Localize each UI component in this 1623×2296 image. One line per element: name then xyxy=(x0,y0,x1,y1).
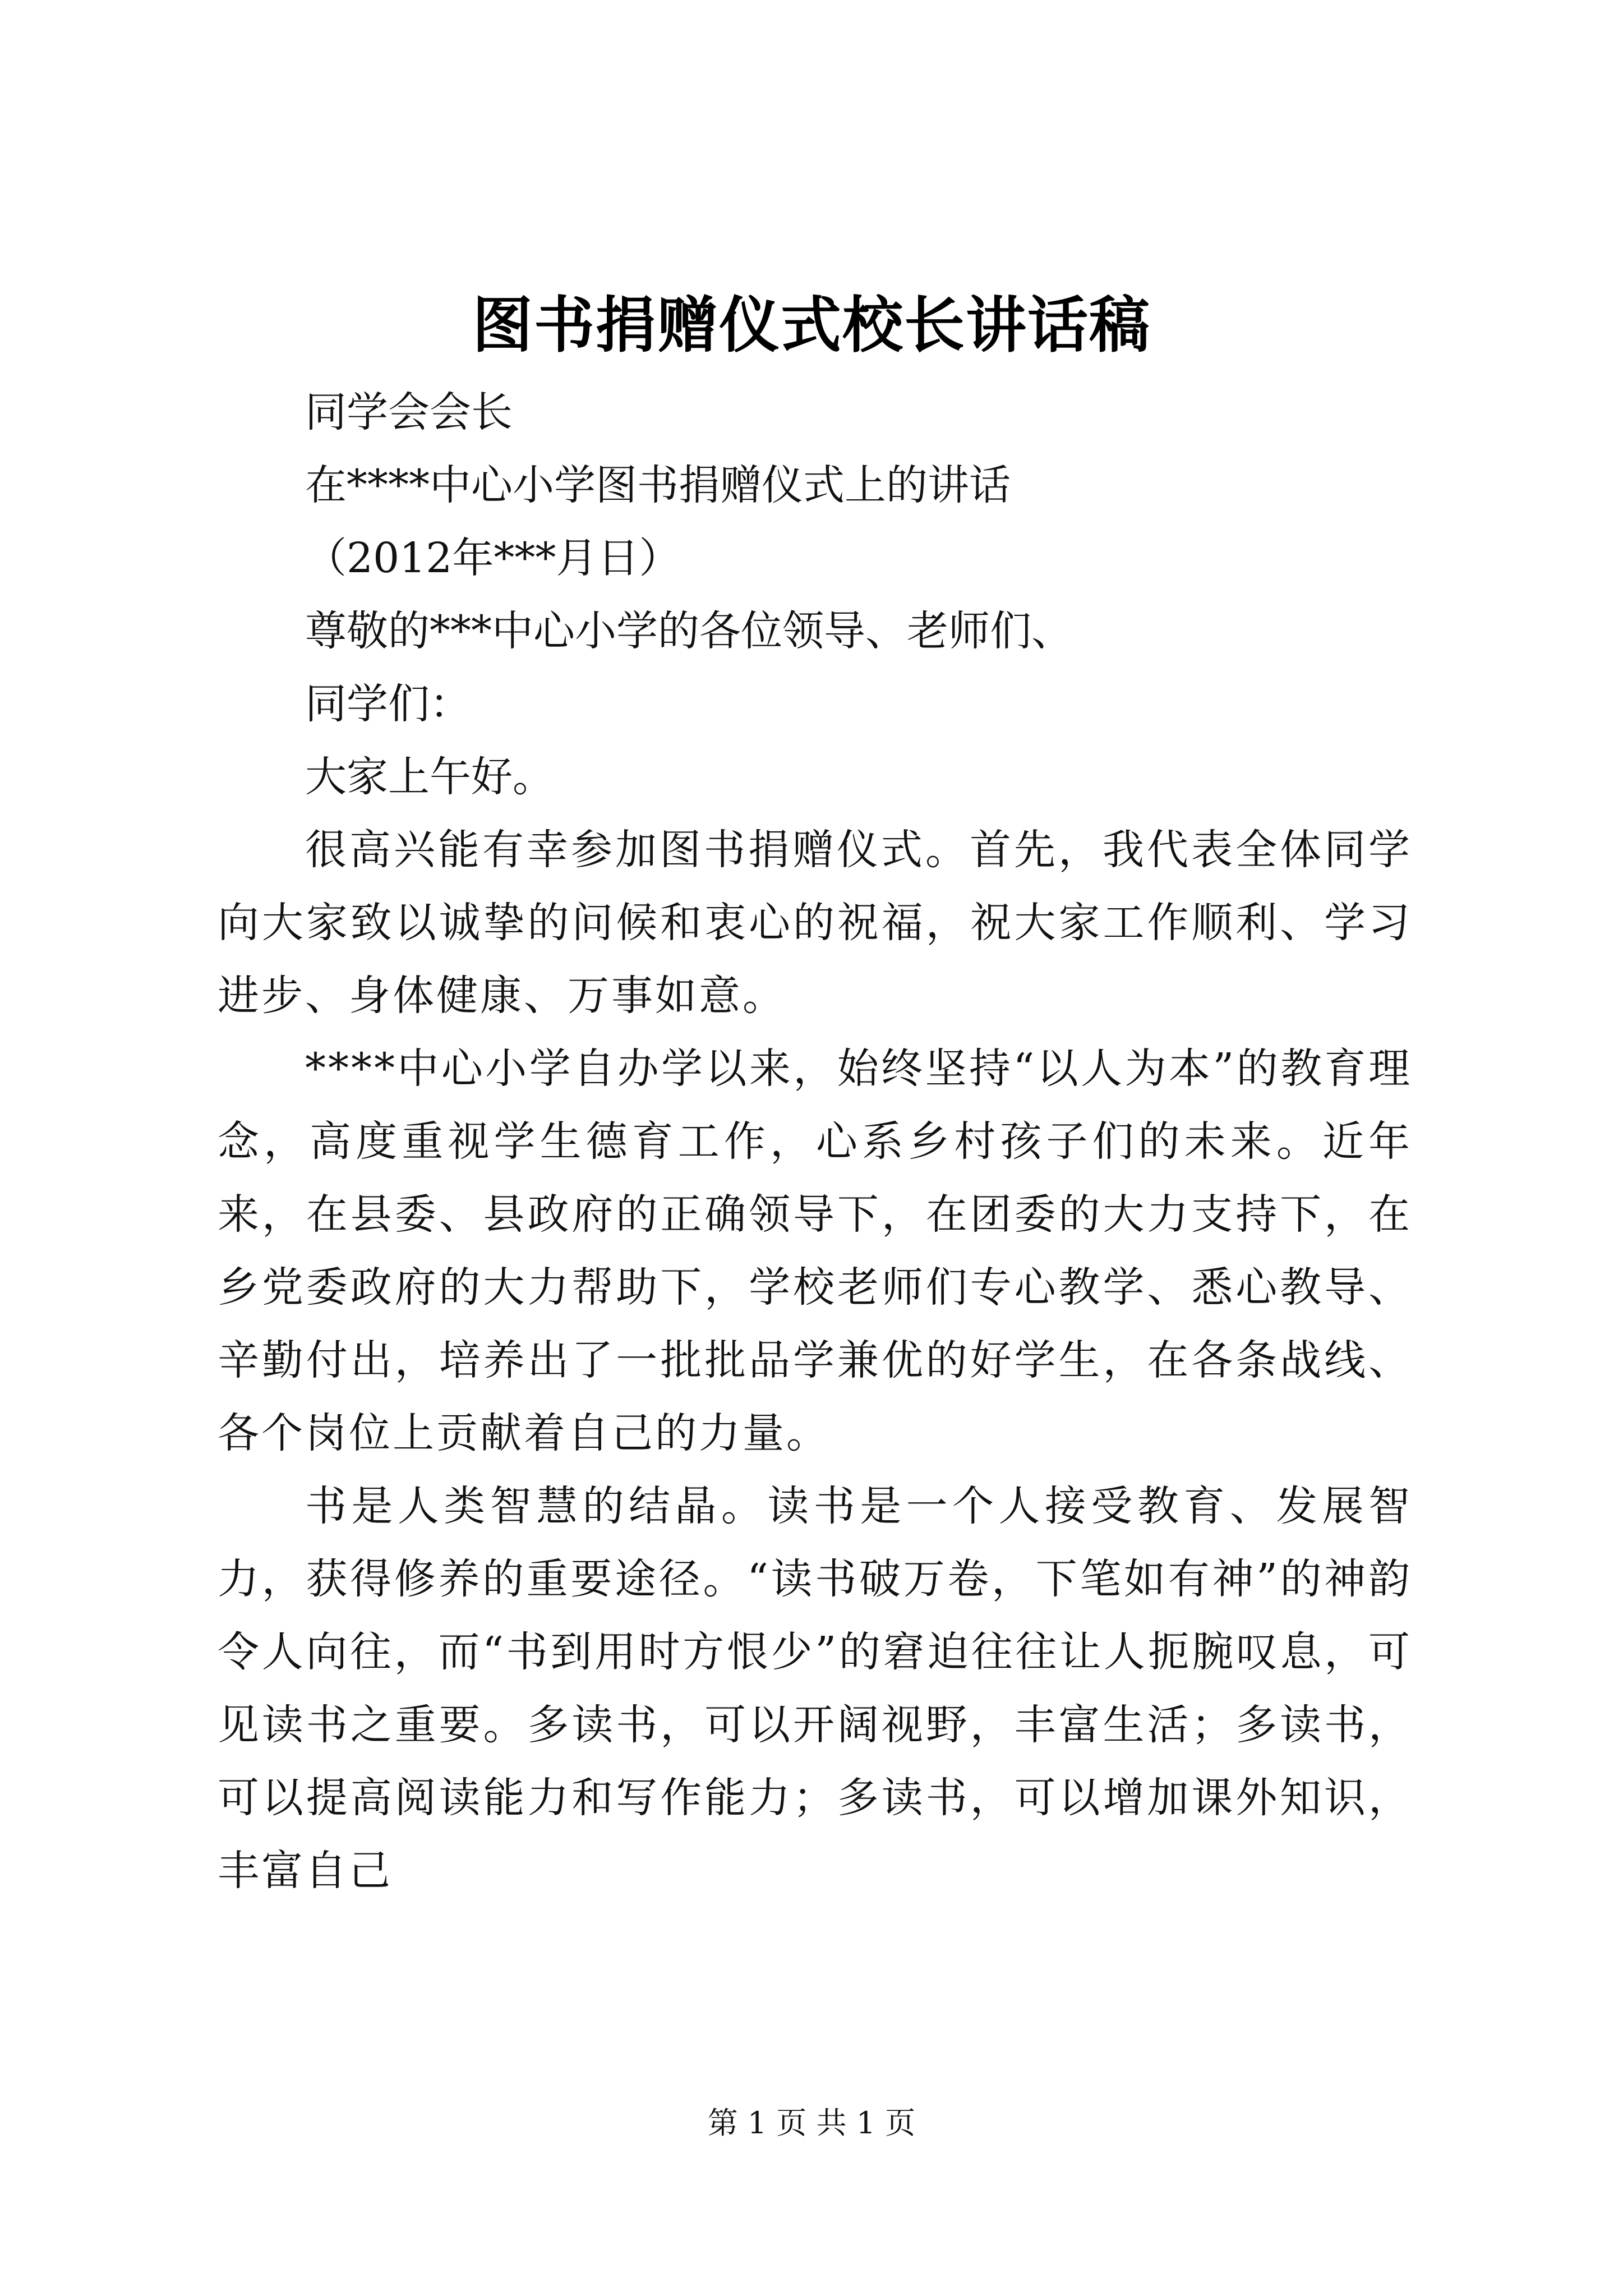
speech-occasion-line: 在****中心小学图书捐赠仪式上的讲话 xyxy=(305,461,1011,509)
page-footer: 第 1 页 共 1 页 xyxy=(707,2105,916,2141)
document-title: 图书捐赠仪式校长讲话稿 xyxy=(472,290,1151,361)
paragraph-reading-importance: 书是人类智慧的结晶。读书是一个人接受教育、发展智力，获得修养的重要途径。“读书破万卷，下笔如有神”的神韵令人向往，而“书到用时方恨少”的窘迫往往让人扼腕叹息，可见读书之重要。多读书，可以开阔视野，丰富生活；多读书，可以提高阅读能力和写作能力；多读书，可以增加课外知识，丰富自己 xyxy=(218,1482,1412,1895)
salutation-continuation-line: 同学们： xyxy=(305,680,471,728)
speaker-line: 同学会会长 xyxy=(305,388,513,436)
greeting-line: 大家上午好。 xyxy=(305,753,554,801)
paragraph-opening: 很高兴能有幸参加图书捐赠仪式。首先，我代表全体同学向大家致以诚挚的问候和衷心的祝福，祝大家工作顺利、学习进步、身体健康、万事如意。 xyxy=(218,826,1412,1020)
salutation-line: 尊敬的***中心小学的各位领导、老师们、 xyxy=(305,607,1073,655)
document-body xyxy=(218,376,1412,1907)
date-line: （2012年***月日） xyxy=(305,534,681,582)
paragraph-school-history: ****中心小学自办学以来，始终坚持“以人为本”的教育理念，高度重视学生德育工作，心系乡村孩子们的未来。近年来，在县委、县政府的正确领导下，在团委的大力支持下，在乡党委政府的大力帮助下，学校老师们专心教学、悉心教导、辛勤付出，培养出了一批批品学兼优的好学生，在各条战线、各个岗位上贡献着自己的力量。 xyxy=(218,1045,1412,1457)
